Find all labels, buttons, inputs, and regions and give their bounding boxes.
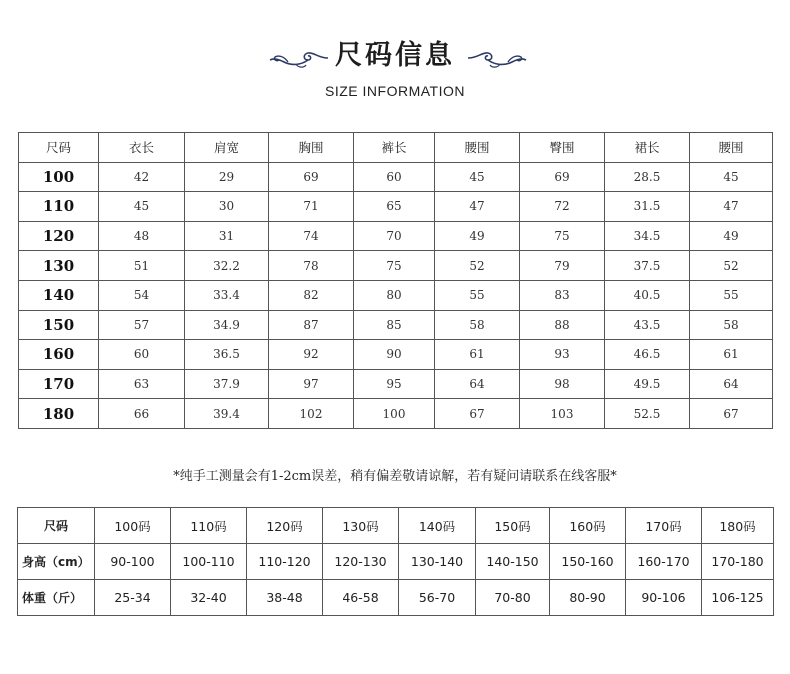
table-cell: 79 [520,251,605,281]
table-cell: 160-170 [626,544,702,580]
table-row [19,399,773,429]
table-cell: 40.5 [605,280,690,310]
column-header: 裙长 [605,133,690,163]
column-header: 裤长 [354,133,435,163]
table-cell: 42 [99,162,185,192]
table-cell: 31.5 [605,192,690,222]
column-header: 180码 [702,508,774,544]
table-cell: 98 [520,369,605,399]
table-cell: 82 [269,280,354,310]
table-row [19,310,773,340]
row-label-cell: 100 [19,162,99,192]
column-header: 腰围 [435,133,520,163]
table-cell: 28.5 [605,162,690,192]
table-cell: 64 [690,369,773,399]
table-cell: 90-106 [626,580,702,616]
column-header: 100码 [95,508,171,544]
column-header: 160码 [550,508,626,544]
row-label-cell: 130 [19,251,99,281]
row-label-cell: 170 [19,369,99,399]
table-cell: 55 [435,280,520,310]
table-cell: 66 [99,399,185,429]
page-title: 尺码信息 [335,40,455,71]
table-cell: 78 [269,251,354,281]
table-cell: 33.4 [185,280,269,310]
table-cell: 43.5 [605,310,690,340]
table-cell: 120-130 [323,544,399,580]
table-cell: 85 [354,310,435,340]
table-cell: 32.2 [185,251,269,281]
row-label-cell: 110 [19,192,99,222]
table-cell: 67 [690,399,773,429]
table-cell: 52.5 [605,399,690,429]
table-cell: 49 [435,221,520,251]
column-header: 肩宽 [185,133,269,163]
table-cell: 74 [269,221,354,251]
table-cell: 47 [690,192,773,222]
table-cell: 36.5 [185,340,269,370]
measurement-note: *纯手工测量会有1-2cm误差，稍有偏差敬请谅解，若有疑问请联系在线客服* [173,469,617,484]
table-cell: 87 [269,310,354,340]
row-label-cell: 140 [19,280,99,310]
table-cell: 46.5 [605,340,690,370]
title-row [0,34,790,78]
table-cell: 100 [354,399,435,429]
column-header: 胸围 [269,133,354,163]
table-cell: 48 [99,221,185,251]
table-cell: 54 [99,280,185,310]
table-cell: 25-34 [95,580,171,616]
column-header: 140码 [399,508,476,544]
column-header: 120码 [247,508,323,544]
table-cell: 63 [99,369,185,399]
table-cell: 60 [99,340,185,370]
table-cell: 30 [185,192,269,222]
table-cell: 55 [690,280,773,310]
table-cell: 31 [185,221,269,251]
table-cell: 47 [435,192,520,222]
column-header: 臀围 [520,133,605,163]
table-cell: 45 [690,162,773,192]
table-cell: 140-150 [476,544,550,580]
flourish-ornament-left-icon [268,44,330,70]
table-cell: 34.5 [605,221,690,251]
table-cell: 61 [690,340,773,370]
table-cell: 75 [520,221,605,251]
table-cell: 90-100 [95,544,171,580]
column-header: 110码 [171,508,247,544]
column-header: 腰围 [690,133,773,163]
table-cell: 93 [520,340,605,370]
page-subtitle: SIZE INFORMATION [325,83,465,99]
table-cell: 38-48 [247,580,323,616]
column-header: 150码 [476,508,550,544]
table-cell: 45 [99,192,185,222]
table-cell: 58 [690,310,773,340]
table-cell: 72 [520,192,605,222]
table-cell: 69 [269,162,354,192]
column-header: 尺码 [19,133,99,163]
table-cell: 49.5 [605,369,690,399]
table-cell: 37.9 [185,369,269,399]
table-cell: 45 [435,162,520,192]
table-row [19,221,773,251]
table-row [19,192,773,222]
table-cell: 75 [354,251,435,281]
fit-table [17,507,774,616]
table-cell: 67 [435,399,520,429]
table-row [19,340,773,370]
row-label-cell: 体重（斤） [18,580,95,616]
table-cell: 65 [354,192,435,222]
table-cell: 39.4 [185,399,269,429]
column-header: 衣长 [99,133,185,163]
table-cell: 52 [690,251,773,281]
column-header: 130码 [323,508,399,544]
table-cell: 80-90 [550,580,626,616]
table-cell: 102 [269,399,354,429]
table-row [19,369,773,399]
table-cell: 29 [185,162,269,192]
table-cell: 46-58 [323,580,399,616]
table-cell: 106-125 [702,580,774,616]
table-cell: 80 [354,280,435,310]
table-cell: 71 [269,192,354,222]
row-label-cell: 150 [19,310,99,340]
table-cell: 100-110 [171,544,247,580]
table-cell: 64 [435,369,520,399]
table-cell: 32-40 [171,580,247,616]
table-cell: 37.5 [605,251,690,281]
table-cell: 49 [690,221,773,251]
table-row [19,280,773,310]
table-header-row [18,508,774,544]
table-cell: 170-180 [702,544,774,580]
table-cell: 95 [354,369,435,399]
table-row [18,580,774,616]
table-cell: 92 [269,340,354,370]
table-cell: 69 [520,162,605,192]
table-cell: 51 [99,251,185,281]
row-label-cell: 身高（cm） [18,544,95,580]
table-row [18,544,774,580]
row-label-cell: 160 [19,340,99,370]
table-header-row [19,133,773,163]
table-cell: 52 [435,251,520,281]
table-cell: 88 [520,310,605,340]
table-cell: 58 [435,310,520,340]
row-label-cell: 120 [19,221,99,251]
table-cell: 70 [354,221,435,251]
table-cell: 150-160 [550,544,626,580]
table-row [19,251,773,281]
flourish-ornament-right-icon [466,44,528,70]
table-cell: 34.9 [185,310,269,340]
table-cell: 90 [354,340,435,370]
table-cell: 110-120 [247,544,323,580]
table-cell: 97 [269,369,354,399]
table-cell: 83 [520,280,605,310]
row-label-cell: 180 [19,399,99,429]
column-header: 尺码 [18,508,95,544]
table-cell: 103 [520,399,605,429]
table-cell: 57 [99,310,185,340]
table-cell: 130-140 [399,544,476,580]
table-cell: 56-70 [399,580,476,616]
table-cell: 70-80 [476,580,550,616]
table-cell: 61 [435,340,520,370]
table-row [19,162,773,192]
measurement-table [18,132,773,429]
column-header: 170码 [626,508,702,544]
table-cell: 60 [354,162,435,192]
